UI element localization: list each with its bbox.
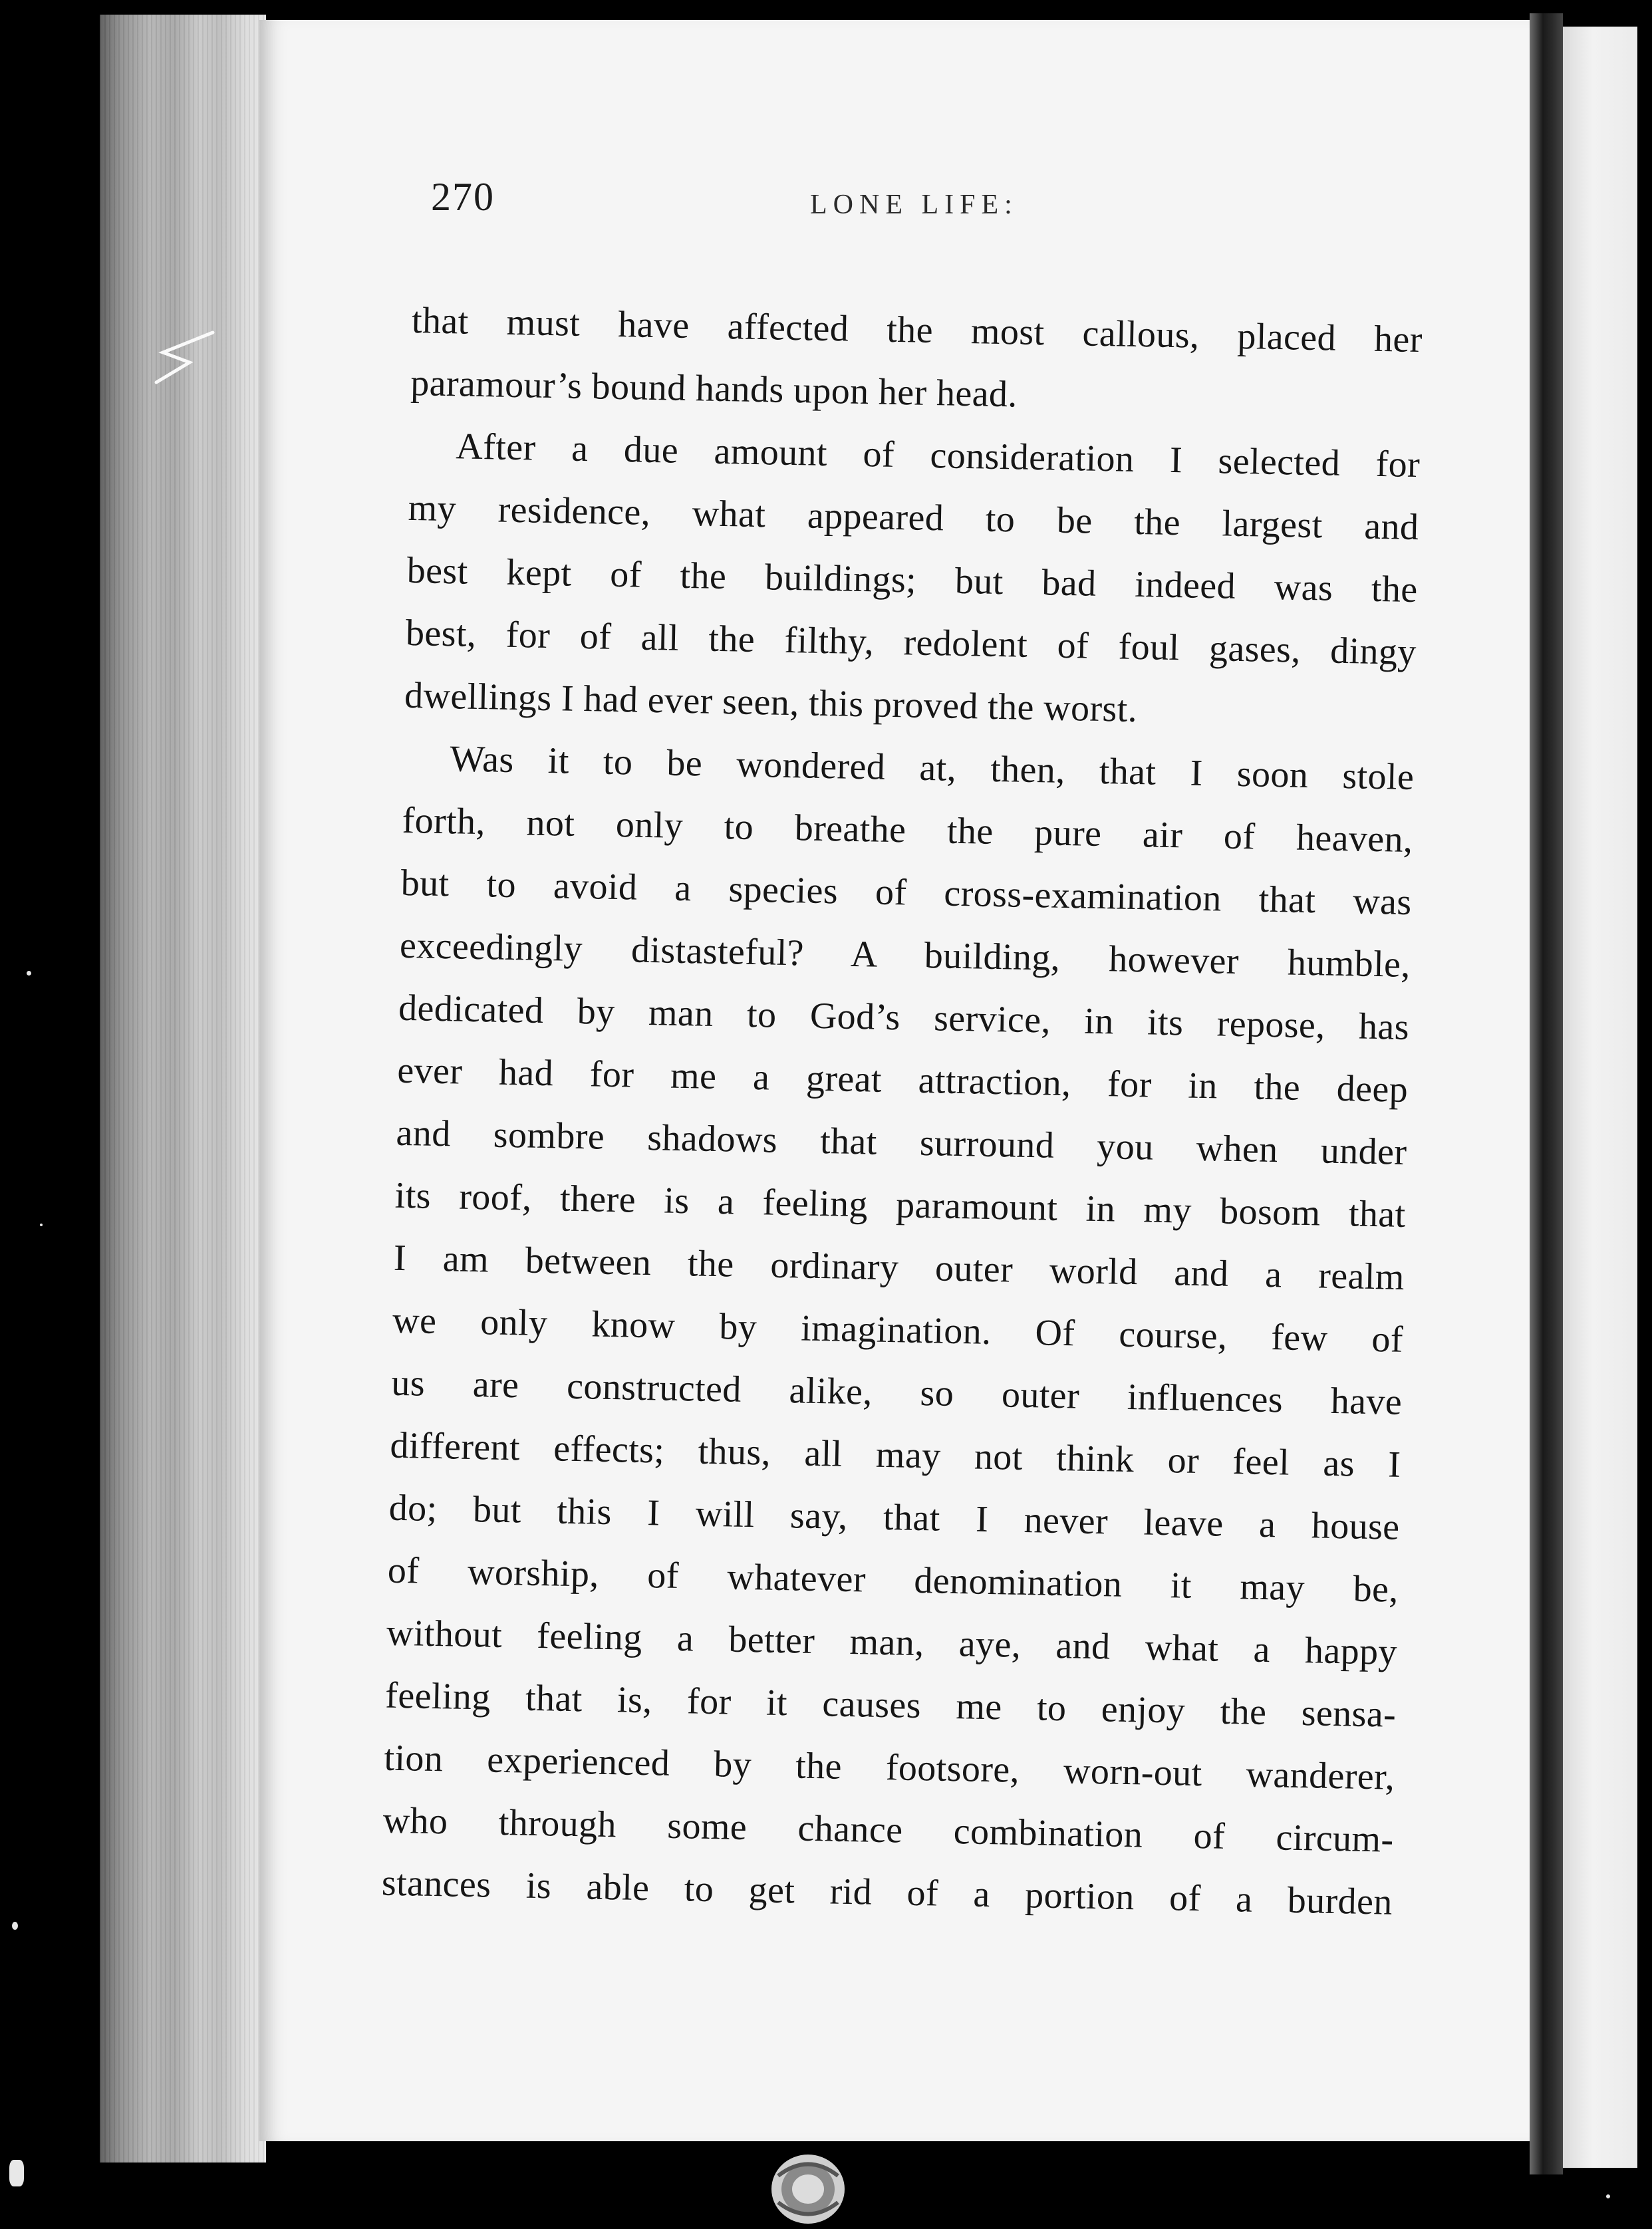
body-text: [381, 289, 1423, 1934]
text-line: without feeling a better man, aye, and what a happy: [386, 1612, 1398, 1673]
text-line: I am between the ordinary outer world and a realm: [393, 1237, 1405, 1298]
binding-gutter: [1530, 13, 1563, 2174]
text-line: who through some chance combination of circum-: [382, 1799, 1395, 1861]
text-line: that must have affected the most callous, placed her: [411, 299, 1423, 361]
text-line: its roof, there is a feeling paramount in my bosom that: [394, 1174, 1407, 1236]
text-line: tion experienced by the footsore, worn-out wanderer,: [383, 1737, 1395, 1798]
facing-page-edge: [1563, 27, 1637, 2168]
text-line: dedicated by man to God’s service, in its repose, has: [398, 987, 1410, 1048]
text-line: dwellings I had ever seen, this proved the worst.: [404, 674, 1138, 731]
text-line: we only know by imagination. Of course, few of: [392, 1299, 1404, 1361]
running-title: LONE LIFE:: [810, 190, 1018, 220]
dust-speck: [27, 971, 31, 976]
dust-speck: [1606, 2194, 1610, 2198]
dust-speck: [12, 1922, 18, 1930]
text-line: forth, not only to breathe the pure air of heaven,: [402, 799, 1413, 861]
page-number: 270: [431, 175, 495, 219]
text-line: do; but this I will say, that I never leave a house: [388, 1487, 1401, 1548]
text-line: After a due amount of consideration I selected for: [455, 426, 1421, 486]
pencil-mark: [150, 326, 223, 386]
text-line: stances is able to get rid of a portion of a burden: [381, 1862, 1393, 1923]
ornament-stamp: [765, 2149, 851, 2229]
text-line: ever had for me a great attraction, for in the deep: [396, 1049, 1409, 1111]
text-line: different effects; thus, all may not think or feel as I: [390, 1424, 1401, 1486]
text-line: but to avoid a species of cross-examination that was: [400, 862, 1413, 924]
text-line: Was it to be wondered at, then, that I soon stole: [449, 738, 1415, 799]
dust-speck: [9, 2160, 24, 2186]
text-line: paramour’s bound hands upon her head.: [410, 362, 1018, 416]
dust-speck: [40, 1224, 43, 1226]
text-line: of worship, of whatever denomination it may be,: [387, 1549, 1399, 1611]
text-line: us are constructed alike, so outer influences have: [390, 1362, 1403, 1423]
text-line: best kept of the buildings; but bad indeed was the: [406, 549, 1419, 611]
running-head: [431, 174, 1402, 227]
text-line: and sombre shadows that surround you when under: [396, 1112, 1407, 1173]
text-line: best, for of all the filthy, redolent of foul gases, dingy: [405, 612, 1417, 674]
text-line: my residence, what appeared to be the largest and: [408, 487, 1419, 549]
text-line: feeling that is, for it causes me to enjoy the sensa-: [384, 1674, 1397, 1736]
text-line: exceedingly distasteful? A building, however humble,: [399, 924, 1411, 985]
